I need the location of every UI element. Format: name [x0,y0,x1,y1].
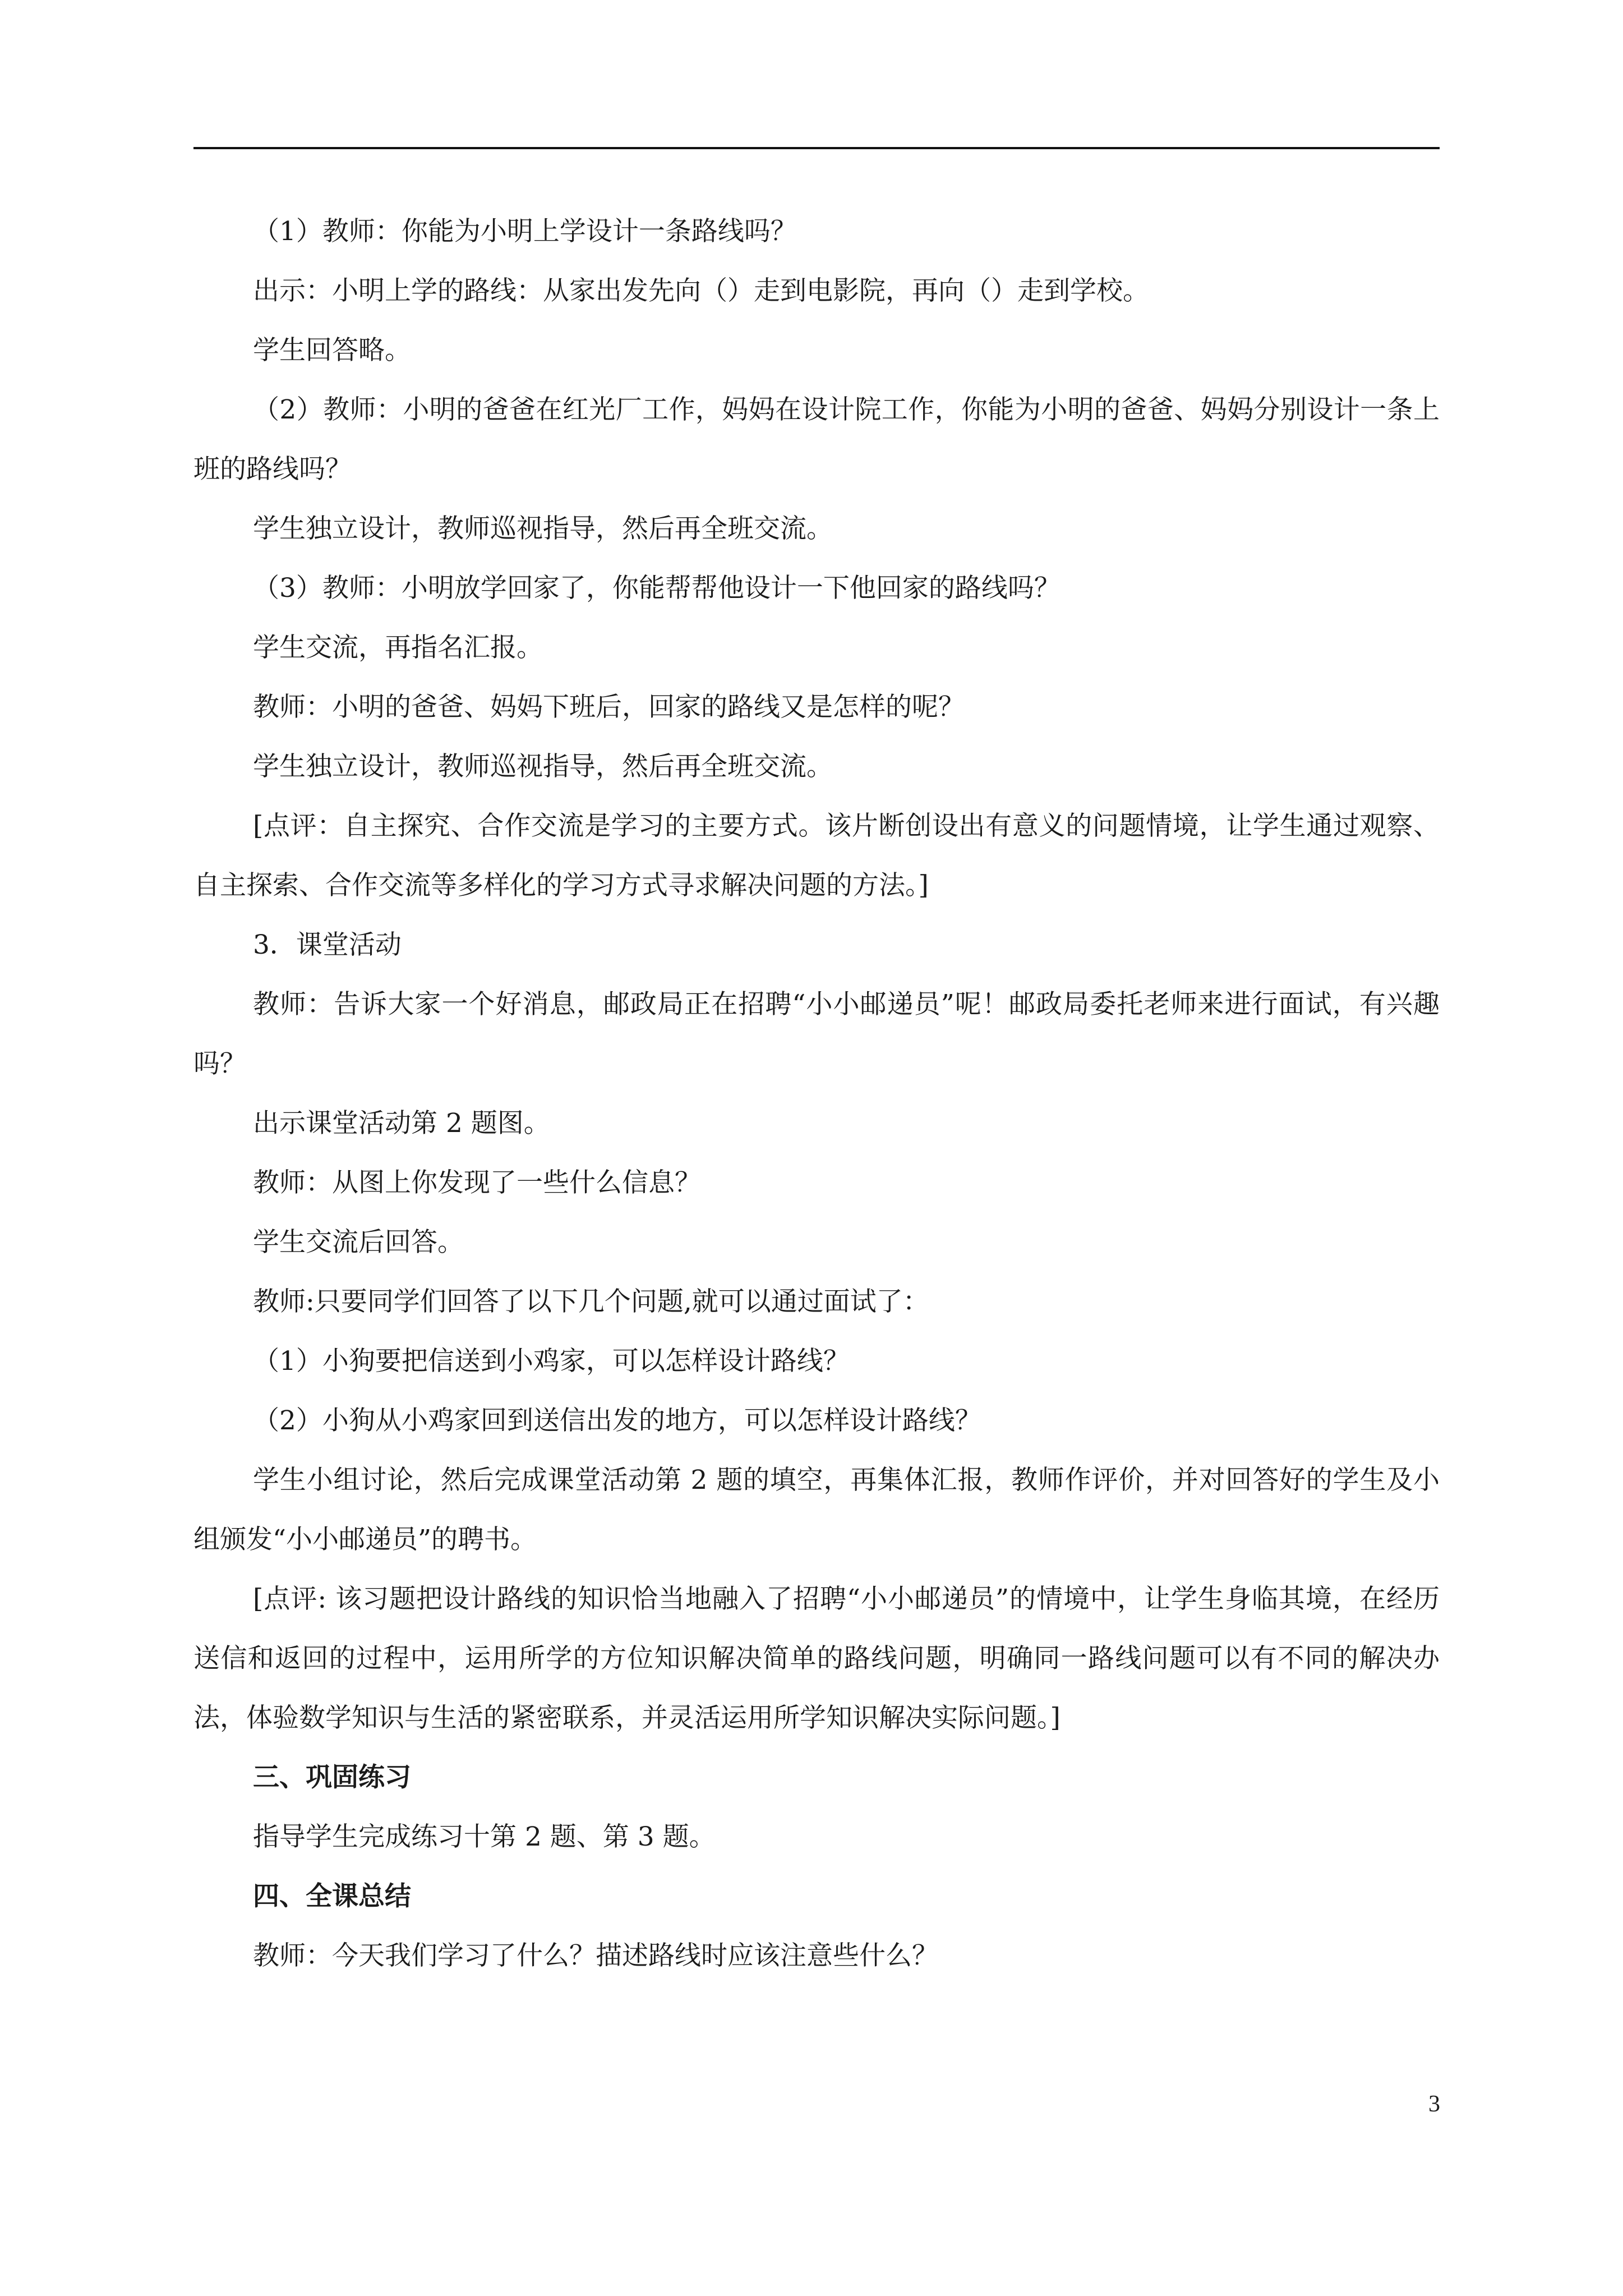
paragraph: 学生小组讨论，然后完成课堂活动第 2 题的填空，再集体汇报，教师作评价，并对回答好的学生及小组颁发“小小邮递员”的聘书。 [193,1465,1440,1555]
paragraph: 教师：今天我们学习了什么？描述路线时应该注意些什么？ [253,1940,938,1971]
paragraph: 学生交流，再指名汇报。 [253,632,543,663]
paragraph: [点评: 该习题把设计路线的知识恰当地融入了招聘“小小邮递员”的情境中，让学生身临其境，在经历送信和返回的过程中，运用所学的方位知识解决简单的路线问题，明确同一路线问题可以有不同的解决办法，体验数学知识与生活的紧密联系，并灵活运用所学知识解决实际问题。] [193,1584,1440,1733]
paragraph: （3）教师：小明放学回家了，你能帮帮他设计一下他回家的路线吗？ [253,573,1061,604]
section-heading: 三、巩固练习 [253,1762,411,1793]
paragraph: [点评：自主探究、合作交流是学习的主要方式。该片断创设出有意义的问题情境，让学生通过观察、自主探索、合作交流等多样化的学习方式寻求解决问题的方法。] [193,811,1440,901]
paragraph: 出示课堂活动第 2 题图。 [253,1108,550,1139]
paragraph: （2）教师：小明的爸爸在红光厂工作，妈妈在设计院工作，你能为小明的爸爸、妈妈分别设计一条上班的路线吗？ [193,394,1440,485]
section-heading: 四、全课总结 [253,1881,411,1912]
paragraph: 学生独立设计，教师巡视指导，然后再全班交流。 [253,751,833,782]
paragraph: 3．课堂活动 [253,930,402,960]
paragraph: （2）小狗从小鸡家回到送信出发的地方，可以怎样设计路线？ [253,1405,981,1436]
paragraph: （1）教师：你能为小明上学设计一条路线吗？ [253,216,797,247]
paragraph: 出示：小明上学的路线：从家出发先向（）走到电影院，再向（）走到学校。 [253,275,1149,306]
paragraph: 指导学生完成练习十第 2 题、第 3 题。 [253,1821,716,1852]
paragraph: 教师：从图上你发现了一些什么信息？ [253,1167,701,1198]
paragraph: 教师：小明的爸爸、妈妈下班后，回家的路线又是怎样的呢？ [253,692,965,723]
paragraph: 教师:只要同学们回答了以下几个问题,就可以通过面试了： [253,1286,929,1317]
page-body [193,202,1440,1986]
paragraph: 教师：告诉大家一个好消息，邮政局正在招聘“小小邮递员”呢！邮政局委托老师来进行面试，有兴趣吗？ [193,989,1440,1079]
paragraph: 学生独立设计，教师巡视指导，然后再全班交流。 [253,513,833,544]
page-number: 3 [1428,2091,1440,2117]
paragraph: 学生回答略。 [253,335,411,366]
header-rule [193,147,1440,149]
paragraph: 学生交流后回答。 [253,1227,464,1258]
paragraph: （1）小狗要把信送到小鸡家，可以怎样设计路线？ [253,1346,850,1377]
